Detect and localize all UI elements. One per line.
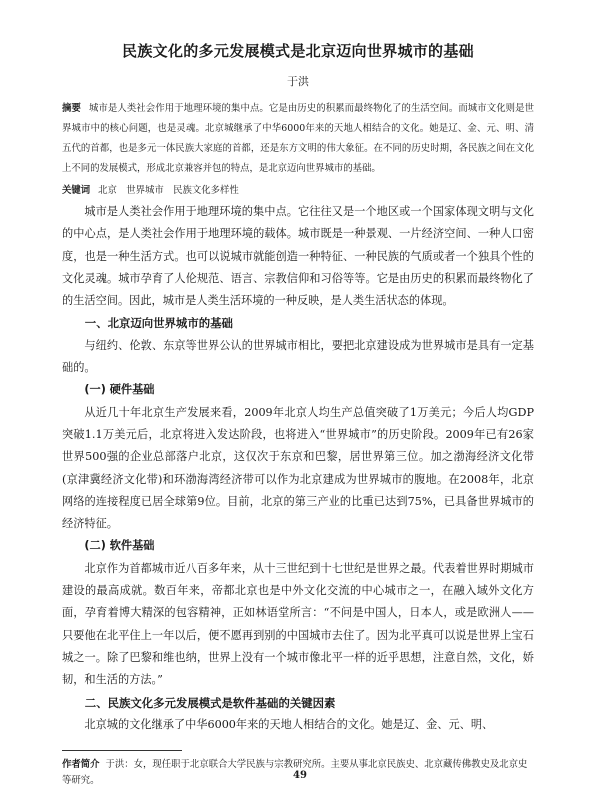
body-paragraph: 北京作为首都城市近八百多年来，从十三世纪到十七世纪是世界之最。代表着世界时期城市建设的最高成就。数百年来，帝都北京也是中外文化交流的中心城市之一，在融入域外文化方面，孕育着博大精深的包容精神，正如林语堂所言：“不问是中国人，日本人，或是欧洲人——只要他在北平住上一年以后，便不愿再到别的中国城市去住了。因为北平真可以说是世界上宝石城之一。除了巴黎和维也纳，世界上没有一个城市像北平一样的近乎思想，注意自然，文化，娇韧，和生活的方法。”: [62, 561, 534, 687]
footnote-label: 作者简介: [62, 759, 100, 771]
footnote-text: 于洪：女，现任职于北京联合大学民族与宗教研究所。主要从事北京民族史、北京藏传佛教史及北京史等研究。: [62, 759, 528, 787]
page-number: 49: [293, 770, 307, 781]
keywords: [62, 181, 534, 201]
subsection-heading: (一) 硬件基础: [84, 383, 155, 397]
abstract: [62, 99, 534, 179]
keywords-text: 北京 世界城市 民族文化多样性: [98, 185, 239, 196]
subsection-heading: (二) 软件基础: [84, 539, 155, 553]
abstract-label: 摘要: [62, 103, 81, 114]
keywords-label: 关键词: [62, 185, 91, 196]
article-body: [62, 201, 534, 736]
body-paragraph: 从近几十年北京生产发展来看，2009年北京人均生产总值突破了1万美元；今后人均GDP突破1.1万美元后，北京将进入发达阶段，也将进入“世界城市”的历史阶段。2009年已有26家世界500强的企业总部落户北京，这仅次于东京和巴黎，居世界第三位。加之渤海经济文化带(京津冀经济文化带)和环渤海湾经济带可以作为北京建成为世界城市的腹地。在2008年，北京网络的连接程度已居全球第9位。目前，北京的第三产业的比重已达到75%，已具备世界城市的经济特征。: [62, 405, 534, 531]
section-heading: 一、北京迈向世界城市的基础: [84, 316, 233, 331]
body-paragraph: 北京城的文化继承了中华6000年来的天地人相结合的文化。她是辽、金、元、明、: [84, 717, 494, 731]
section-heading: 二、民族文化多元发展模式是软件基础的关键因素: [84, 695, 336, 710]
abstract-text: 城市是人类社会作用于地理环境的集中点。它是由历史的积累而最终物化了的生活空间。而城市文化则是世界城市中的核心问题，也是灵魂。北京城继承了中华6000年来的天地人相结合的文化。她是辽、金、元、明、清五代的首都，也是多元一体民族大家庭的首都，还是东方文明的伟大象征。在不同的历史时期，各民族之间在文化上不同的发展模式，形成北京兼容并包的特点，是北京迈向世界城市的基础。: [62, 103, 534, 174]
footnote-divider: [62, 750, 182, 751]
body-paragraph: 城市是人类社会作用于地理环境的集中点。它往往又是一个地区或一个国家体现文明与文化的中心点，是人类社会作用于地理环境的载体。城市既是一种景观、一片经济空间、一种人口密度，也是一种生活方式。也可以说城市就能创造一种特征、一种民族的气质或者一个独具个性的文化灵魂。城市孕育了人伦规范、语言、宗教信仰和习俗等等。它是由历史的积累而最终物化了的生活空间。因此，城市是人类生活环境的一种反映，是人类生活状态的体现。: [62, 205, 534, 308]
article-title: 民族文化的多元发展模式是北京迈向世界城市的基础: [122, 42, 474, 60]
author-name: 于洪: [287, 75, 309, 88]
body-paragraph: 与纽约、伦敦、东京等世界公认的世界城市相比，要把北京建设成为世界城市是具有一定基础的。: [62, 338, 534, 375]
